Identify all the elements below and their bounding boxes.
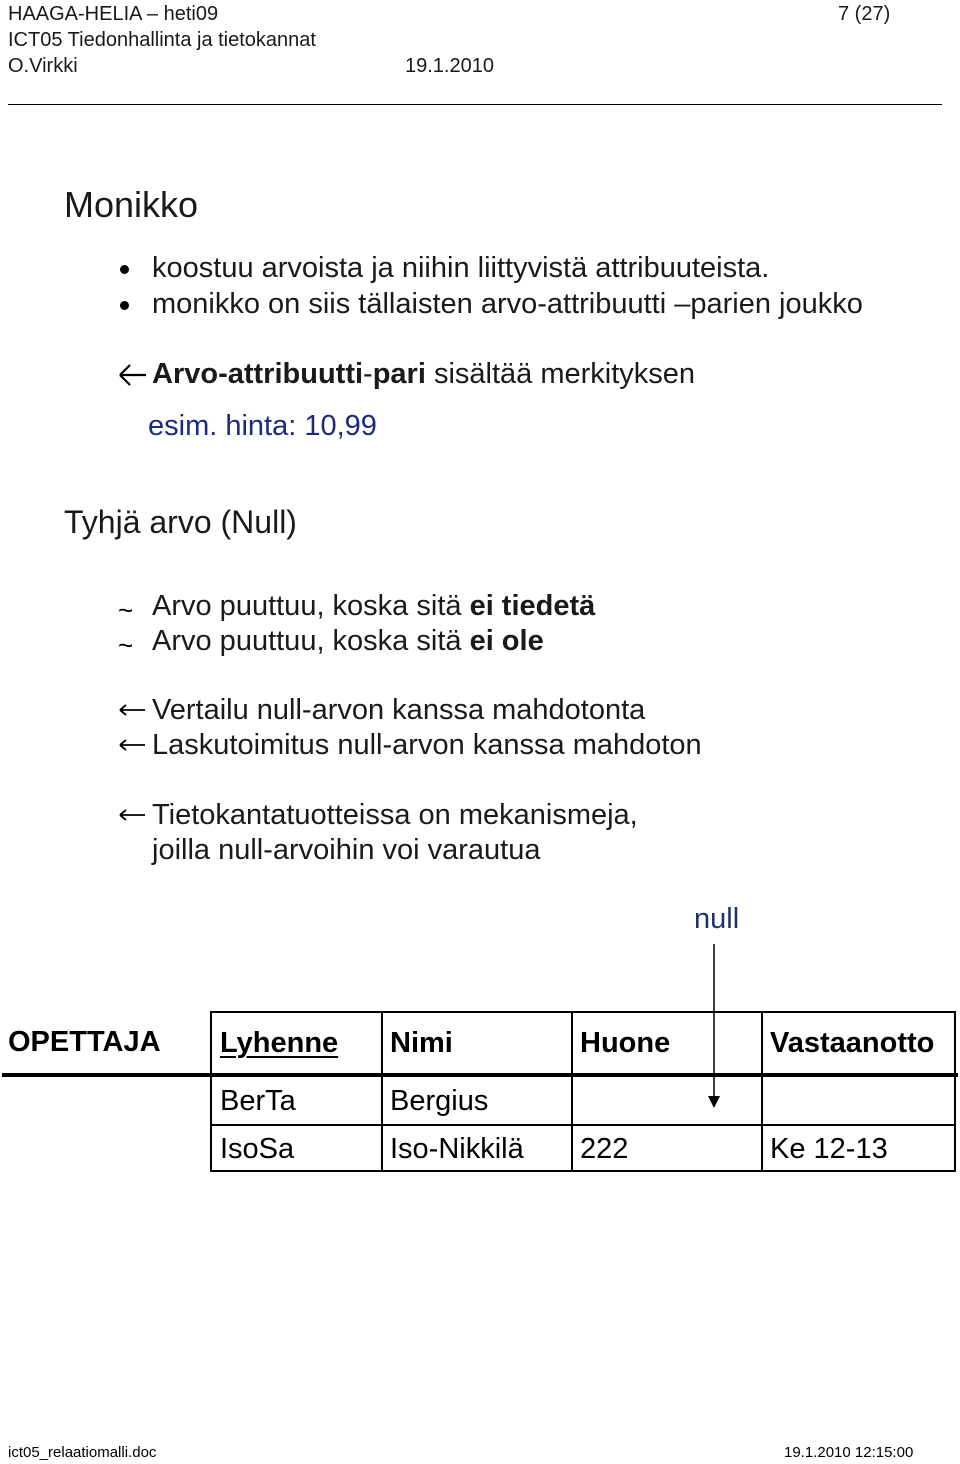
table-cell: Iso-Nikkilä — [390, 1133, 524, 1165]
null-reason-2-text: Arvo puuttuu, koska sitä — [152, 625, 470, 657]
column-header-vastaanotto: Vastaanotto — [770, 1027, 935, 1059]
header-date: 19.1.2010 — [405, 55, 494, 77]
pair-bold-term-2: pari — [372, 358, 426, 390]
pair-rest: sisältää merkityksen — [425, 358, 696, 390]
pair-statement — [152, 358, 695, 391]
tilde-icon: ~ — [118, 630, 134, 660]
header-course: ICT05 Tiedonhallinta ja tietokannat — [8, 29, 316, 51]
arrow-left-icon — [118, 363, 148, 387]
bullet-dot-icon — [120, 301, 129, 310]
header-author: O.Virkki — [8, 55, 78, 77]
pair-example: esim. hinta: 10,99 — [148, 410, 377, 442]
table-top-border — [210, 1011, 956, 1013]
null-reason-1-text: Arvo puuttuu, koska sitä — [152, 590, 470, 622]
table-cell: 222 — [580, 1133, 629, 1165]
null-pointer-label: null — [694, 903, 740, 935]
null-reason-1 — [152, 590, 595, 623]
mechanism-line-2: joilla null-arvoihin voi varautua — [152, 834, 541, 866]
mechanism-line-1: Tietokantatuotteissa on mekanismeja, — [152, 799, 638, 831]
column-header-nimi: Nimi — [390, 1027, 453, 1059]
column-header-huone: Huone — [580, 1027, 671, 1059]
pair-bold-term: Arvo-attribuutti — [152, 358, 364, 390]
section-title-monikko: Monikko — [64, 184, 199, 225]
header-divider — [8, 104, 942, 105]
footer-timestamp: 19.1.2010 12:15:00 — [784, 1444, 914, 1461]
header-org: HAAGA-HELIA – heti09 — [8, 3, 219, 25]
null-rule-1: Vertailu null-arvon kanssa mahdotonta — [152, 694, 646, 726]
null-reason-2-bold: ei ole — [469, 625, 544, 657]
primary-key-label: Lyhenne — [220, 1027, 339, 1059]
bullet-dot-icon — [120, 265, 129, 274]
null-reason-1-bold: ei tiedetä — [469, 590, 596, 622]
table-cell: Bergius — [390, 1085, 489, 1117]
arrow-left-icon — [118, 703, 146, 717]
column-header-lyhenne — [212, 1012, 382, 1074]
pair-dash: - — [363, 358, 373, 390]
table-cell: IsoSa — [220, 1133, 295, 1165]
table-cell: BerTa — [220, 1085, 296, 1117]
null-reason-2 — [152, 625, 544, 658]
footer-filename: ict05_relaatiomalli.doc — [8, 1444, 157, 1461]
tilde-icon: ~ — [118, 595, 134, 625]
table-cell: Ke 12-13 — [770, 1133, 888, 1165]
relation-name: OPETTAJA — [8, 1026, 161, 1058]
section-title-null: Tyhjä arvo (Null) — [64, 504, 297, 540]
monikko-bullet-2: monikko on siis tällaisten arvo-attribuutti –parien joukko — [152, 288, 863, 320]
null-rule-2: Laskutoimitus null-arvon kanssa mahdoton — [152, 729, 702, 761]
header-page-number: 7 (27) — [838, 3, 891, 25]
arrow-left-icon — [118, 738, 146, 752]
monikko-bullet-1: koostuu arvoista ja niihin liittyvistä attribuuteista. — [152, 252, 770, 284]
arrow-left-icon — [118, 808, 146, 822]
